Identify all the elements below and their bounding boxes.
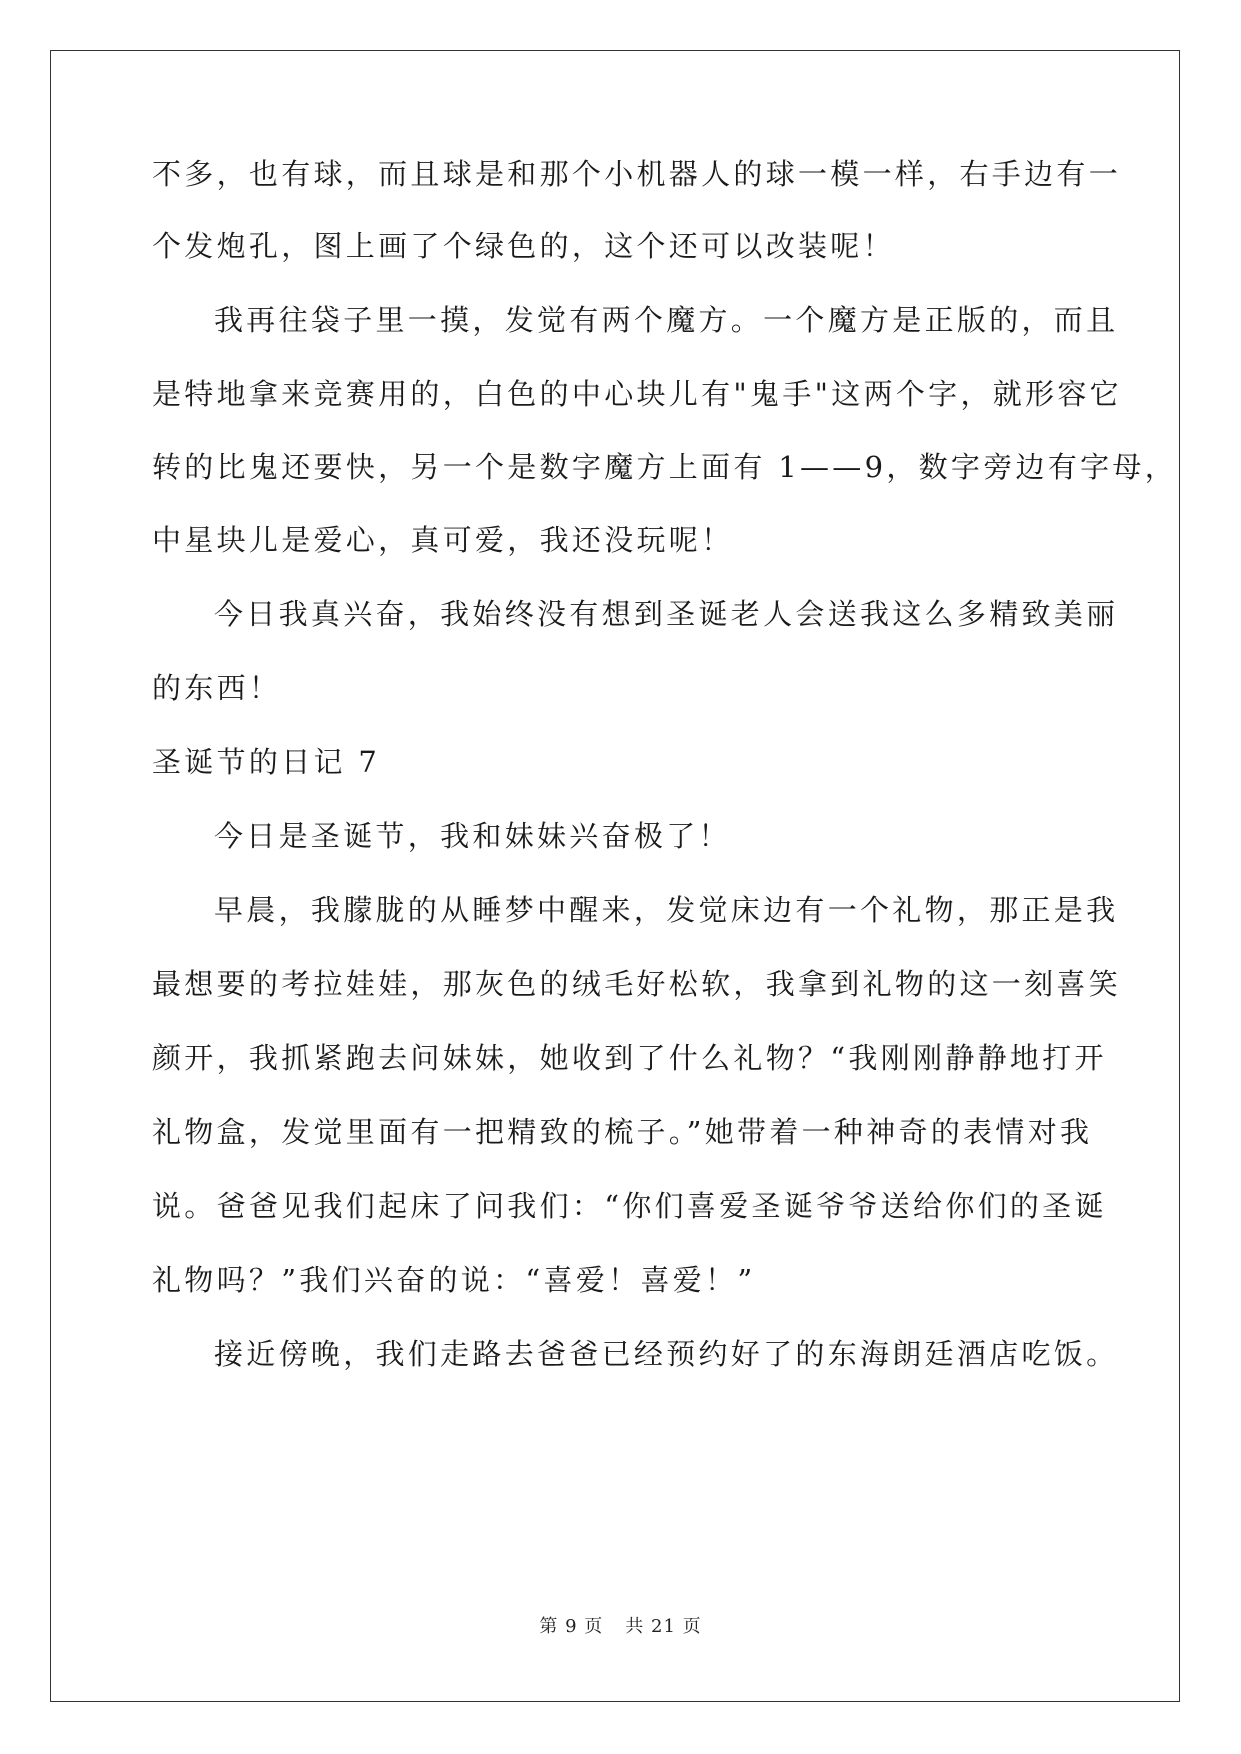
page-footer bbox=[0, 1612, 1241, 1638]
page-total: 共 21 页 bbox=[625, 1616, 702, 1637]
text-line: 礼物吗？”我们兴奋的说：“喜爱！喜爱！” bbox=[152, 1263, 756, 1297]
paragraph-start: 我再往袋子里一摸，发觉有两个魔方。一个魔方是正版的，而且 bbox=[214, 303, 1119, 337]
section-heading: 圣诞节的日记 7 bbox=[152, 745, 381, 779]
text-line: 说。爸爸见我们起床了问我们：“你们喜爱圣诞爷爷送给你们的圣诞 bbox=[152, 1189, 1107, 1223]
text-line: 礼物盒，发觉里面有一把精致的梳子。”她带着一种神奇的表情对我 bbox=[152, 1115, 1093, 1149]
paragraph-start: 今日是圣诞节，我和妹妹兴奋极了！ bbox=[214, 819, 731, 853]
page-number: 第 9 页 bbox=[539, 1616, 604, 1637]
paragraph-start: 早晨，我朦胧的从睡梦中醒来，发觉床边有一个礼物，那正是我 bbox=[214, 893, 1119, 927]
text-line: 的东西！ bbox=[152, 671, 282, 705]
text-line: 最想要的考拉娃娃，那灰色的绒毛好松软，我拿到礼物的这一刻喜笑 bbox=[152, 967, 1122, 1001]
text-line: 是特地拿来竞赛用的，白色的中心块儿有"鬼手"这两个字，就形容它 bbox=[152, 377, 1122, 411]
text-line: 转的比鬼还要快，另一个是数字魔方上面有 1——9，数字旁边有字母， bbox=[152, 450, 1178, 484]
paragraph-start: 今日我真兴奋，我始终没有想到圣诞老人会送我这么多精致美丽 bbox=[214, 597, 1119, 631]
text-line: 个发炮孔，图上画了个绿色的，这个还可以改装呢！ bbox=[152, 229, 895, 263]
page-border bbox=[50, 50, 1180, 1702]
paragraph-start: 接近傍晚，我们走路去爸爸已经预约好了的东海朗廷酒店吃饭。 bbox=[214, 1337, 1119, 1371]
text-line: 不多，也有球，而且球是和那个小机器人的球一模一样，右手边有一 bbox=[152, 157, 1122, 191]
text-line: 颜开，我抓紧跑去问妹妹，她收到了什么礼物？“我刚刚静静地打开 bbox=[152, 1041, 1107, 1075]
text-line: 中星块儿是爱心，真可爱，我还没玩呢！ bbox=[152, 523, 734, 557]
